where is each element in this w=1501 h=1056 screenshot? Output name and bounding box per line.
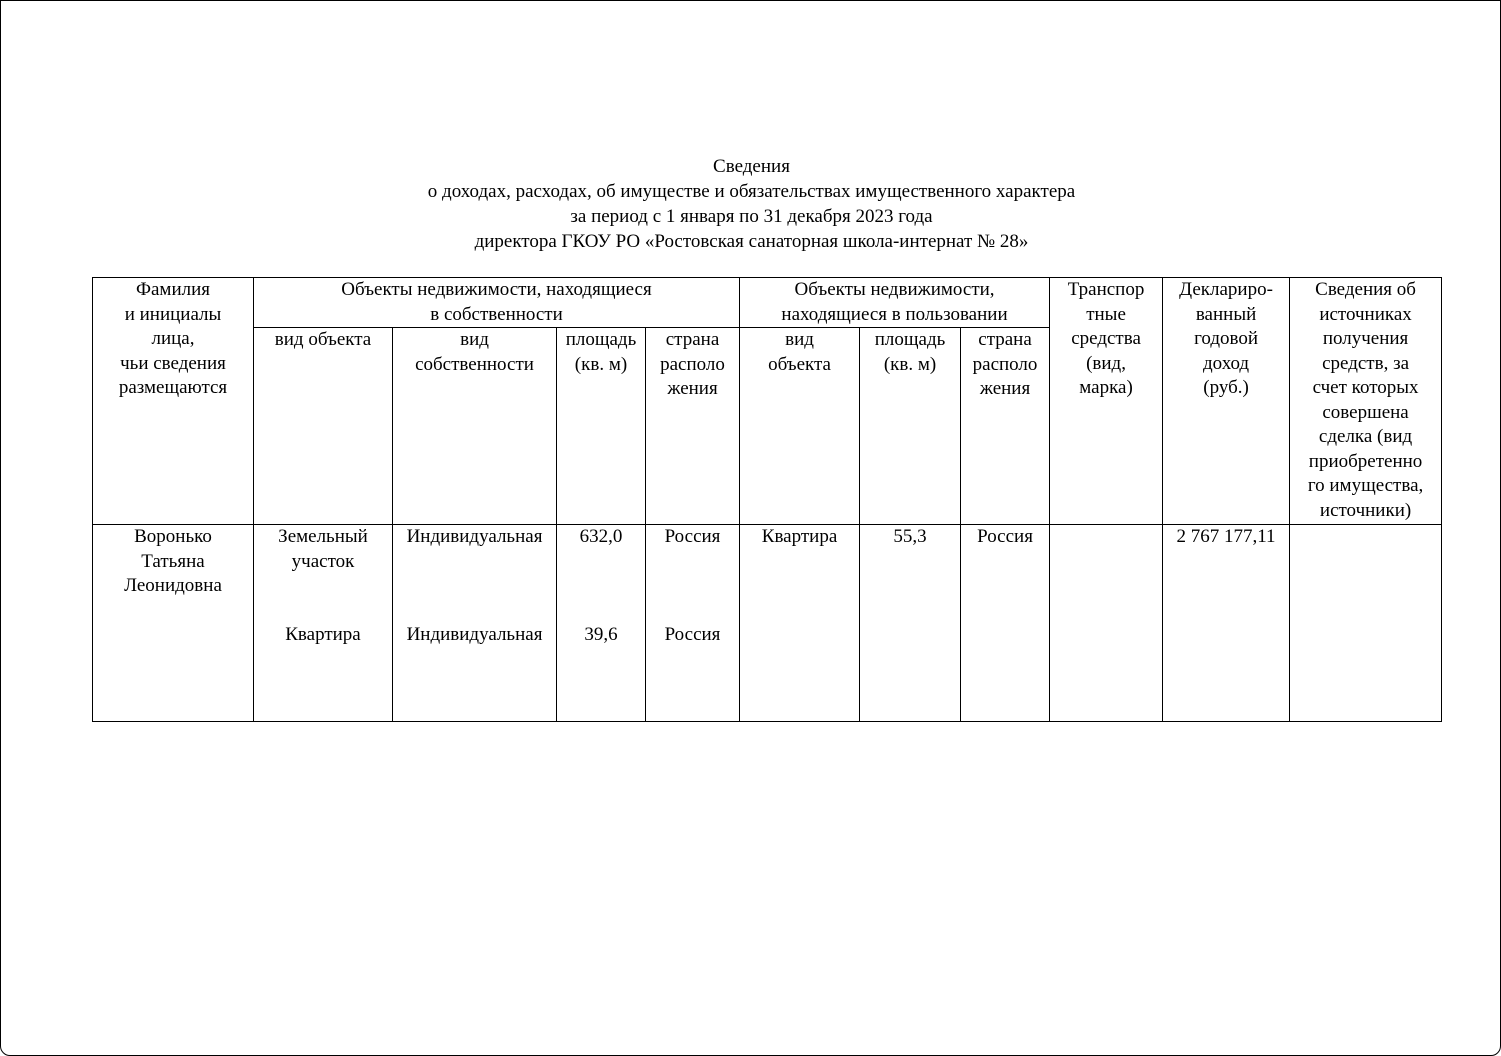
cell-used-type: Квартира: [740, 525, 860, 722]
header-used-type: вид объекта: [740, 328, 860, 525]
cell-sources: [1290, 525, 1442, 722]
header-used-group: Объекты недвижимости, находящиеся в пользовании: [740, 278, 1050, 328]
table-row: [93, 525, 1442, 722]
cell-owned-type: Земельный участок Квартира: [254, 525, 393, 722]
declaration-table: [92, 277, 1442, 722]
header-owned-group: Объекты недвижимости, находящиеся в собственности: [254, 278, 740, 328]
header-income: Деклариро- ванный годовой доход (руб.): [1163, 278, 1290, 525]
cell-owned-ownership: Индивидуальная Индивидуальная: [393, 525, 557, 722]
header-used-area: площадь (кв. м): [860, 328, 961, 525]
cell-used-area: 55,3: [860, 525, 961, 722]
cell-income: 2 767 177,11: [1163, 525, 1290, 722]
cell-used-country: Россия: [961, 525, 1050, 722]
header-row-1: [93, 278, 1442, 328]
cell-owned-area: 632,0 39,6: [557, 525, 646, 722]
title-line-1: Сведения: [713, 156, 790, 177]
cell-vehicles: [1050, 525, 1163, 722]
title-line-3: за период с 1 января по 31 декабря 2023 года: [570, 206, 933, 227]
title-line-4: директора ГКОУ РО «Ростовская санаторная школа-интернат № 28»: [474, 231, 1029, 252]
header-owned-area: площадь (кв. м): [557, 328, 646, 525]
header-owned-country: страна располо жения: [646, 328, 740, 525]
header-vehicles: Транспор тные средства (вид, марка): [1050, 278, 1163, 525]
cell-owned-country: Россия Россия: [646, 525, 740, 722]
cell-person-name: Воронько Татьяна Леонидовна: [93, 525, 254, 722]
header-name: Фамилия и инициалы лица, чьи сведения размещаются: [93, 278, 254, 525]
header-owned-type: вид объекта: [254, 328, 393, 525]
header-owned-ownership: вид собственности: [393, 328, 557, 525]
title-line-2: о доходах, расходах, об имуществе и обязательствах имущественного характера: [427, 181, 1076, 202]
document-title: [1, 154, 1501, 254]
header-sources: Сведения об источниках получения средств, за счет которых совершена сделка (вид приобретенно го имущества, источники): [1290, 278, 1442, 525]
header-used-country: страна располо жения: [961, 328, 1050, 525]
